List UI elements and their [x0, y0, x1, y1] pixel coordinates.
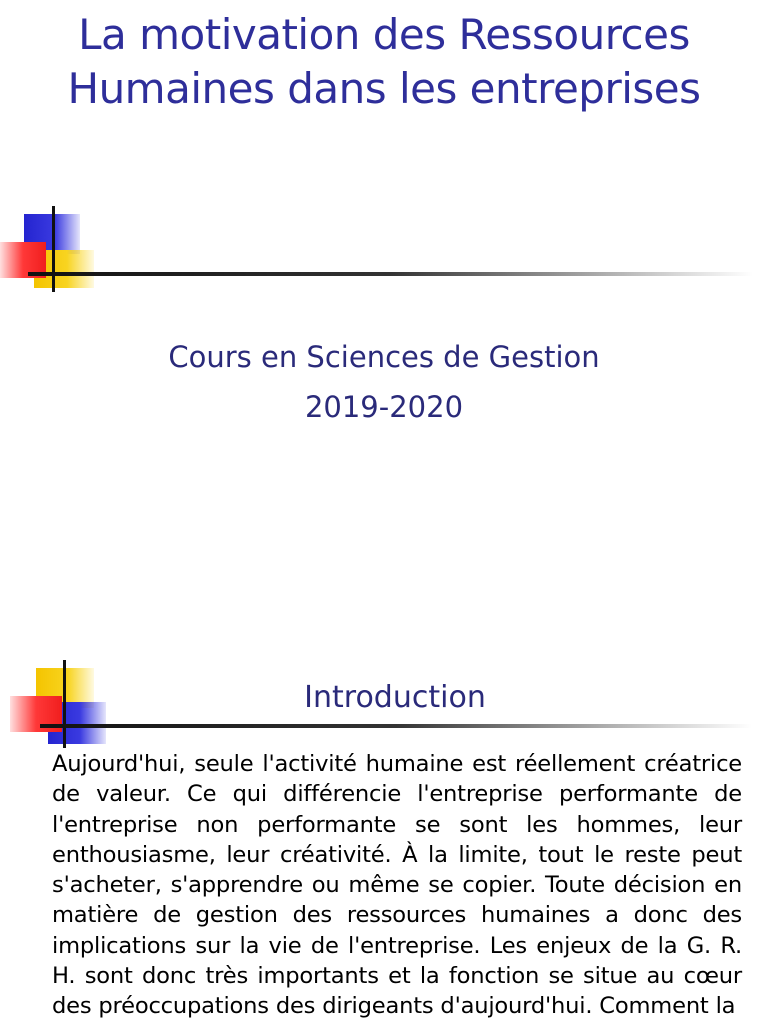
course-subtitle [0, 332, 768, 432]
introduction-paragraph: Aujourd'hui, seule l'activité humaine est réellement créatrice de valeur. Ce qui différencie l'entreprise performante de l'entreprise non performante se sont les hommes, leur enthousiasme, leur créativité. À la limite, tout le reste peut s'acheter, s'apprendre ou même se copier. Toute décision en matière de gestion des ressources humaines a donc des implications sur la vie de l'entreprise. Les enjeux de la G. R. H. sont donc très importants et la fonction se situe au cœur des préoccupations des dirigeants d'aujourd'hui. Comment la [52, 751, 742, 1020]
page-title [0, 8, 768, 116]
vertical-rule [52, 206, 55, 292]
horizontal-rule [28, 272, 753, 276]
introduction-slide [0, 640, 768, 1024]
horizontal-rule [40, 724, 752, 728]
section-heading: Introduction [304, 680, 486, 715]
title-line-1: La motivation des Ressources [78, 10, 690, 59]
vertical-rule [63, 660, 66, 748]
subtitle-line-1: Cours en Sciences de Gestion [168, 340, 600, 374]
title-line-2: Humaines dans les entreprises [67, 64, 701, 113]
subtitle-line-2: 2019-2020 [304, 390, 464, 424]
